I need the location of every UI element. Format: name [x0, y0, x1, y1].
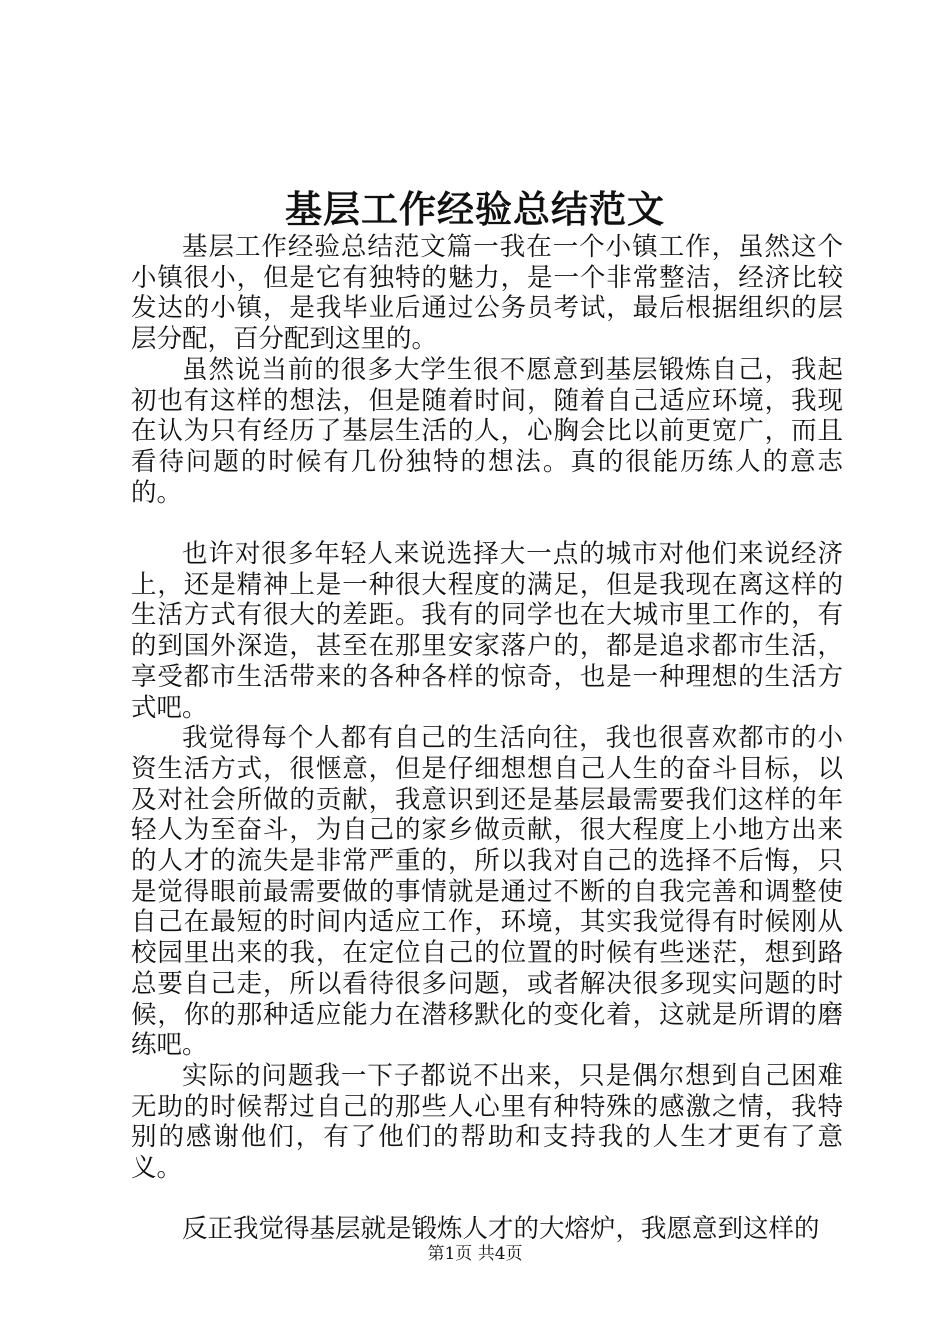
paragraph: 也许对很多年轻人来说选择大一点的城市对他们来说经济上，还是精神上是一种很大程度的满足，但是我现在离这样的生活方式有很大的差距。我有的同学也在大城市里工作的，有的到国外深造，甚至在那里安家落户的，都是追求都市生活，享受都市生活带来的各种各样的惊奇，也是一种理想的生活方式吧。: [131, 539, 843, 723]
paragraph: 实际的问题我一下子都说不出来，只是偶尔想到自己困难无助的时候帮过自己的那些人心里有种特殊的感激之情，我特别的感谢他们，有了他们的帮助和支持我的人生才更有了意义。: [131, 1060, 843, 1184]
paragraph: 我觉得每个人都有自己的生活向往，我也很喜欢都市的小资生活方式，很惬意，但是仔细想想自己人生的奋斗目标，以及对社会所做的贡献，我意识到还是基层最需要我们这样的年轻人为至奋斗，为自己的家乡做贡献，很大程度上小地方出来的人才的流失是非常严重的，所以我对自己的选择不后悔，只是觉得眼前最需要做的事情就是通过不断的自我完善和调整使自己在最短的时间内适应工作，环境，其实我觉得有时候刚从校园里出来的我，在定位自己的位置的时候有些迷茫，想到路总要自己走，所以看待很多问题，或者解决很多现实问题的时候，你的那种适应能力在潜移默化的变化着，这就是所谓的磨练吧。: [131, 723, 843, 1061]
document-body: [131, 232, 843, 1245]
page-title: 基层工作经验总结范文: [285, 187, 665, 231]
page-footer: 第1页 共4页: [427, 1244, 523, 1264]
paragraph: 反正我觉得基层就是锻炼人才的大熔炉，我愿意到这样的: [182, 1214, 820, 1245]
paragraph: 虽然说当前的很多大学生很不愿意到基层锻炼自己，我起初也有这样的想法，但是随着时间，随着自己适应环境，我现在认为只有经历了基层生活的人，心胸会比以前更宽广，而且看待问题的时候有几份独特的想法。真的很能历练人的意志的。: [131, 354, 843, 508]
paragraph-gap: [131, 508, 843, 539]
paragraph-gap: [131, 1184, 843, 1215]
paragraph: 基层工作经验总结范文篇一我在一个小镇工作，虽然这个小镇很小，但是它有独特的魅力，是一个非常整洁，经济比较发达的小镇，是我毕业后通过公务员考试，最后根据组织的层层分配，百分配到这里的。: [131, 232, 843, 355]
